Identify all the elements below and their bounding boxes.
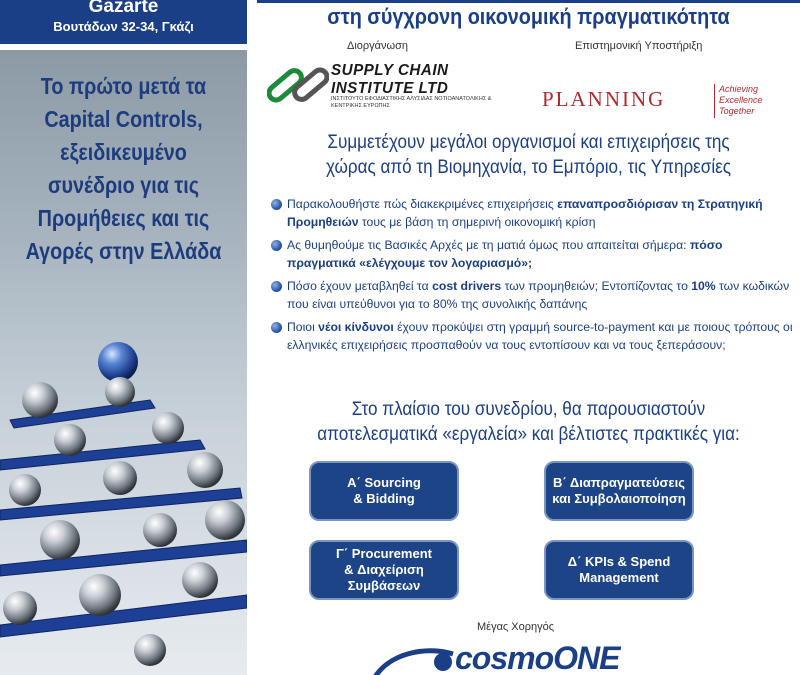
topic-label: Β΄ Διαπραγματεύσεις και Συμβολαιοποίηση bbox=[552, 475, 686, 506]
planning-tagline-3: Together bbox=[719, 106, 755, 116]
cosmoone-logo bbox=[367, 640, 697, 675]
bullet-bold: νέοι κίνδυνοι bbox=[318, 320, 394, 334]
planning-logo bbox=[542, 82, 762, 122]
topic-label: Α΄ Sourcing & Bidding bbox=[347, 475, 421, 506]
bullet-item bbox=[271, 196, 793, 231]
headline-line: Αγορές στην Ελλάδα bbox=[25, 238, 222, 264]
bullet-bold: cost drivers bbox=[432, 279, 502, 293]
planning-separator bbox=[714, 84, 715, 118]
topic-box-kpis bbox=[544, 540, 694, 600]
headline-line: Το πρώτο μετά τα bbox=[40, 73, 207, 99]
main-sponsor-label: Μέγας Χορηγός bbox=[477, 621, 555, 633]
venue-name: Gazarte bbox=[88, 0, 159, 17]
cosmoone-wordmark-a: cosmo bbox=[455, 640, 554, 675]
bullet-text: Παρακολουθήστε πώς διακεκριμένες επιχειρήσεις bbox=[287, 197, 558, 211]
tools-line1: Στο πλαίσιο του συνεδρίου, θα παρουσιαστούν bbox=[351, 399, 706, 420]
topic-box-procurement bbox=[309, 540, 459, 600]
cosmoone-swoosh-icon bbox=[367, 644, 457, 675]
planning-tagline-1: Achieving bbox=[719, 84, 759, 94]
page-title: στη σύγχρονη οικονομική πραγματικότητα bbox=[327, 4, 730, 29]
bullet-text: έχουν προκύψει στη γραμμή source-to-payment και με ποιους τρόπους οι ελληνικές επιχειρήσεις προσπαθούν να τους εντοπίσουν και να τους ξεπεράσουν; bbox=[287, 320, 793, 352]
bullet-text: Πόσο έχουν μεταβληθεί τα bbox=[287, 279, 433, 293]
planning-wordmark: PLANNING bbox=[542, 87, 666, 111]
conference-headline bbox=[17, 70, 229, 268]
bullet-item bbox=[271, 278, 793, 313]
cosmoone-wordmark-b: ONE bbox=[553, 640, 620, 675]
scm-name-line2: INSTITUTE LTD bbox=[331, 80, 449, 97]
title-rule bbox=[257, 0, 800, 3]
scientific-support-label: Επιστημονική Υποστήριξη bbox=[575, 40, 703, 52]
bullet-list bbox=[271, 196, 793, 360]
bullet-bold: επαναπροσδιόρισαν τη Στρατηγική Προμηθειών bbox=[287, 197, 763, 229]
tools-line2: αποτελεσματικά «εργαλεία» και βέλτιστες πρακτικές για: bbox=[317, 424, 740, 445]
bullet-item bbox=[271, 237, 793, 272]
topic-label: Γ΄ Procurement & Διαχείριση Συμβάσεων bbox=[336, 546, 432, 593]
scm-name-line1: SUPPLY CHAIN bbox=[331, 62, 449, 79]
topic-label: Δ΄ KPIs & Spend Management bbox=[567, 554, 671, 585]
venue-band bbox=[0, 0, 247, 44]
right-content bbox=[257, 0, 800, 675]
participants-line1: Συμμετέχουν μεγάλοι οργανισμοί και επιχειρήσεις της bbox=[327, 132, 730, 153]
participants-heading bbox=[293, 130, 764, 180]
bullet-icon bbox=[271, 199, 282, 210]
cosmoone-wordmark bbox=[455, 640, 619, 675]
bullet-text: Ας θυμηθούμε τις Βασικές Αρχές με τη ματιά όμως που απαιτείται σήμερα: bbox=[287, 238, 690, 252]
participants-line2: χώρας από τη Βιομηχανία, το Εμπόριο, τις Υπηρεσίες bbox=[325, 157, 732, 178]
headline-line: εξειδικευμένο bbox=[60, 139, 187, 165]
planning-tagline bbox=[719, 84, 763, 117]
topic-box-sourcing bbox=[309, 461, 459, 521]
headline-line: συνέδριο για τις bbox=[47, 172, 200, 198]
bullet-item bbox=[271, 319, 793, 354]
bullet-icon bbox=[271, 322, 282, 333]
tools-heading bbox=[293, 397, 764, 447]
supply-chain-institute-logo bbox=[267, 54, 517, 116]
headline-line: Προμήθειες και τις bbox=[37, 205, 210, 231]
organizer-label: Διοργάνωση bbox=[347, 40, 409, 52]
left-panel bbox=[0, 0, 247, 675]
scm-name bbox=[331, 62, 448, 98]
headline-line: Capital Controls, bbox=[44, 106, 203, 132]
bullet-text: των κωδικών που είναι υπεύθυνοι για το 80% της συνολικής δαπάνης bbox=[287, 279, 790, 311]
bullet-text: τους με βάση τη σημερινή οικονομική κρίση bbox=[358, 214, 596, 229]
bullet-text: Ποιοι bbox=[287, 320, 319, 334]
title-banner bbox=[257, 0, 800, 32]
venue-address: Βουτάδων 32-34, Γκάζι bbox=[53, 19, 194, 34]
scm-subtitle: ΙΝΣΤΙΤΟΥΤΟ ΕΦΟΔΙΑΣΤΙΚΗΣ ΑΛΥΣΙΔΑΣ ΝΟΤΙΟΑΝΑΤΟΛΙΚΗΣ & ΚΕΝΤΡΙΚΗΣ ΕΥΡΩΠΗΣ bbox=[331, 96, 492, 109]
bullet-icon bbox=[271, 240, 282, 251]
supply-chain-chain-icon bbox=[267, 54, 329, 116]
column-divider bbox=[247, 0, 257, 675]
topic-box-negotiations bbox=[544, 461, 694, 521]
bullet-bold: πόσο πραγματικά «ελέγχουμε τον λογαριασμό»; bbox=[287, 238, 723, 270]
balancing-spheres-illustration bbox=[0, 340, 247, 675]
bullet-text: των προμηθειών; Εντοπίζοντας το bbox=[501, 279, 692, 293]
bullet-bold: 10% bbox=[691, 279, 716, 293]
bullet-icon bbox=[271, 281, 282, 292]
planning-tagline-2: Excellence bbox=[719, 95, 763, 105]
